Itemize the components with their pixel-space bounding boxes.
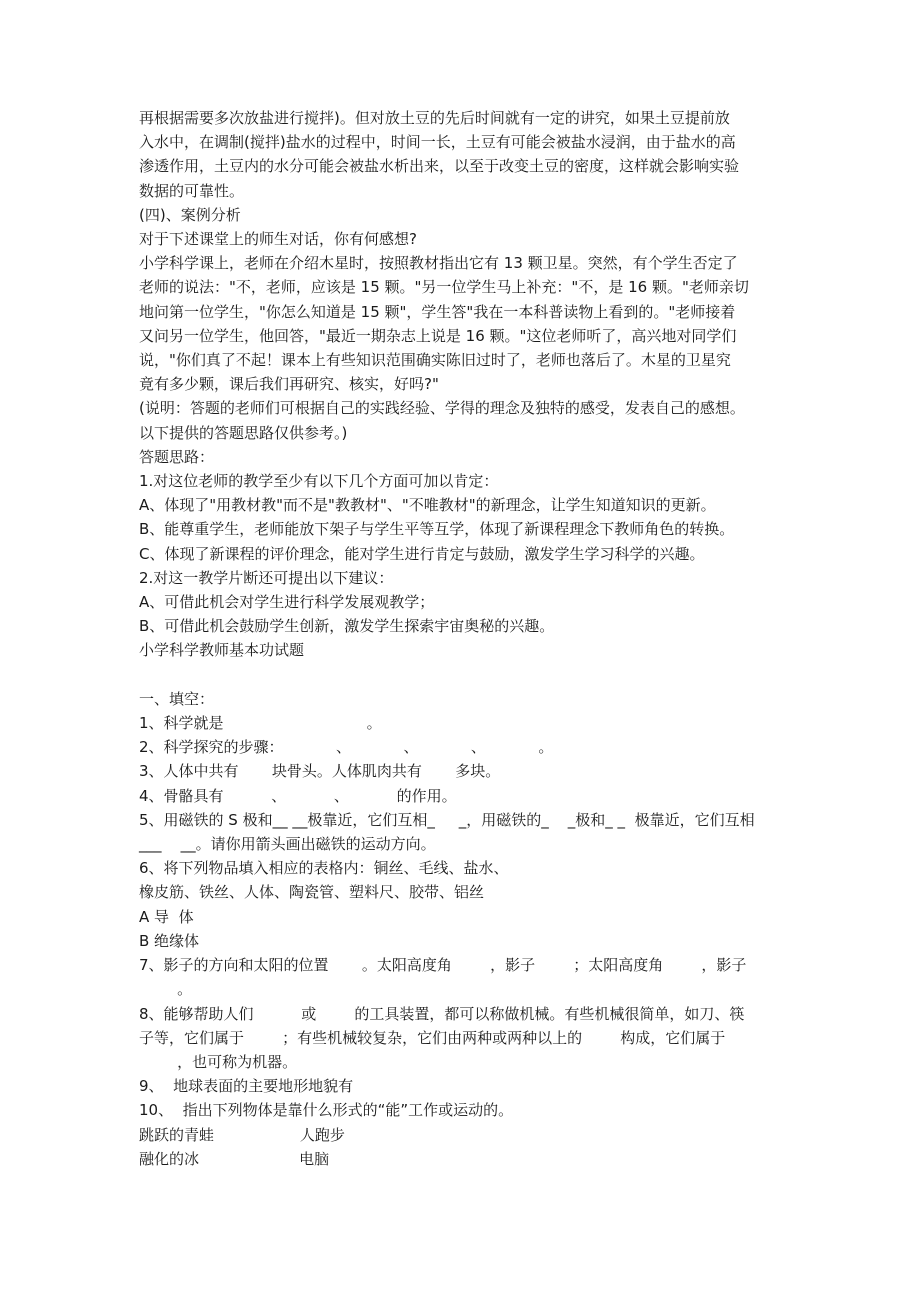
text-line: 子等，它们属于 ；有些机械较复杂，它们由两种或两种以上的 构成，它们属于 [139, 1028, 726, 1047]
text-line: 一、填空： [139, 689, 215, 708]
text-line: A、体现了"用教材教"而不是"教教材"、"不唯教材"的新理念，让学生知道知识的更新。 [139, 496, 716, 515]
text-line: ，也可称为机器。 [139, 1052, 298, 1071]
text-line: 4、骨骼具有 、 、 的作用。 [139, 786, 457, 805]
text-line: C、体现了新课程的评价理念，能对学生进行肯定与鼓励，激发学生学习科学的兴趣。 [139, 544, 705, 563]
text-line: 数据的可靠性。 [139, 181, 245, 200]
text-line: 3、人体中共有 块骨头。人体肌肉共有 多块。 [139, 762, 501, 781]
text-line: 小学科学教师基本功试题 [139, 641, 305, 660]
text-line: 6、将下列物品填入相应的表格内：铜丝、毛线、盐水、 [139, 859, 509, 878]
text-line: (说明：答题的老师们可根据自己的实践经验、学得的理念及独特的感受，发表自己的感想。 [139, 399, 745, 418]
text-line: 老师的说法："不，老师，应该是 15 颗。"另一位学生马上补充："不，是 16 颗。"老师亲切 [139, 278, 749, 297]
text-line: 对于下述课堂上的师生对话，你有何感想? [139, 230, 417, 249]
text-line: 入水中，在调制(搅拌)盐水的过程中，时间一长，土豆有可能会被盐水浸润，由于盐水的高 [139, 133, 736, 152]
text-line: 以下提供的答题思路仅供参考。) [139, 423, 348, 442]
text-line: 跳跃的青蛙 人跑步 [139, 1125, 345, 1144]
text-line: A、可借此机会对学生进行科学发展观教学； [139, 593, 435, 612]
text-line: B 绝缘体 [139, 931, 200, 950]
document-body [139, 106, 799, 1171]
text-line: 渗透作用，土豆内的水分可能会被盐水析出来，以至于改变土豆的密度，这样就会影响实验 [139, 157, 740, 176]
text-line: 说，"你们真了不起！课本上有些知识范围确实陈旧过时了，老师也落后了。木星的卫星究 [139, 351, 731, 370]
text-line: 地问第一位学生，"你怎么知道是 15 颗"，学生答"我在一本科普读物上看到的。"老师接着 [139, 302, 736, 321]
text-line [139, 663, 799, 687]
text-line: 10、 指出下列物体是靠什么形式的“能”工作或运动的。 [139, 1101, 514, 1120]
text-line: 。 [139, 980, 193, 999]
text-line: 2、科学探究的步骤： 、 、 、 。 [139, 738, 554, 757]
text-line: 再根据需要多次放盐进行搅拌)。但对放土豆的先后时间就有一定的讲究，如果土豆提前放 [139, 109, 730, 127]
text-line: 1.对这位老师的教学至少有以下几个方面可加以肯定： [139, 472, 499, 491]
text-line: 小学科学课上，老师在介绍木星时，按照教材指出它有 13 颗卫星。突然，有个学生否定了 [139, 254, 738, 273]
text-line: 竟有多少颗，课后我们再研究、核实，好吗?" [139, 375, 439, 394]
text-line: 橡皮筋、铁丝、人体、陶瓷管、塑料尺、胶带、铝丝 [139, 883, 485, 902]
text-line: 又问另一位学生，他回答，"最近一期杂志上说是 16 颗。"这位老师听了，高兴地对同学们 [139, 326, 737, 345]
text-line: 8、能够帮助人们 或 的工具装置，都可以称做机械。有些机械很简单，如刀、筷 [139, 1004, 745, 1023]
text-line: 融化的冰 电脑 [139, 1149, 330, 1168]
text-line: B、能尊重学生，老师能放下架子与学生平等互学，体现了新课程理念下教师角色的转换。 [139, 520, 735, 539]
text-line: 2.对这一教学片断还可提出以下建议： [139, 568, 394, 587]
text-line: 1、科学就是 。 [139, 714, 382, 733]
text-line: 7、影子的方向和太阳的位置 。太阳高度角 ，影子 ；太阳高度角 ，影子 [139, 956, 747, 975]
text-line: A 导 体 [139, 907, 194, 926]
text-line: 5、用磁铁的 S 极和__ __极靠近，它们互相_ _，用磁铁的_ _极和_ _ 极靠近，它们互相 [139, 810, 755, 829]
text-line: B、可借此机会鼓励学生创新，激发学生探索宇宙奥秘的兴趣。 [139, 617, 555, 636]
text-line: 答题思路： [139, 447, 215, 466]
text-line: 9、 地球表面的主要地形地貌有 [139, 1077, 354, 1096]
text-line: (四)、案例分析 [139, 205, 241, 224]
text-line: ___ __。请你用箭头画出磁铁的运动方向。 [139, 835, 436, 854]
